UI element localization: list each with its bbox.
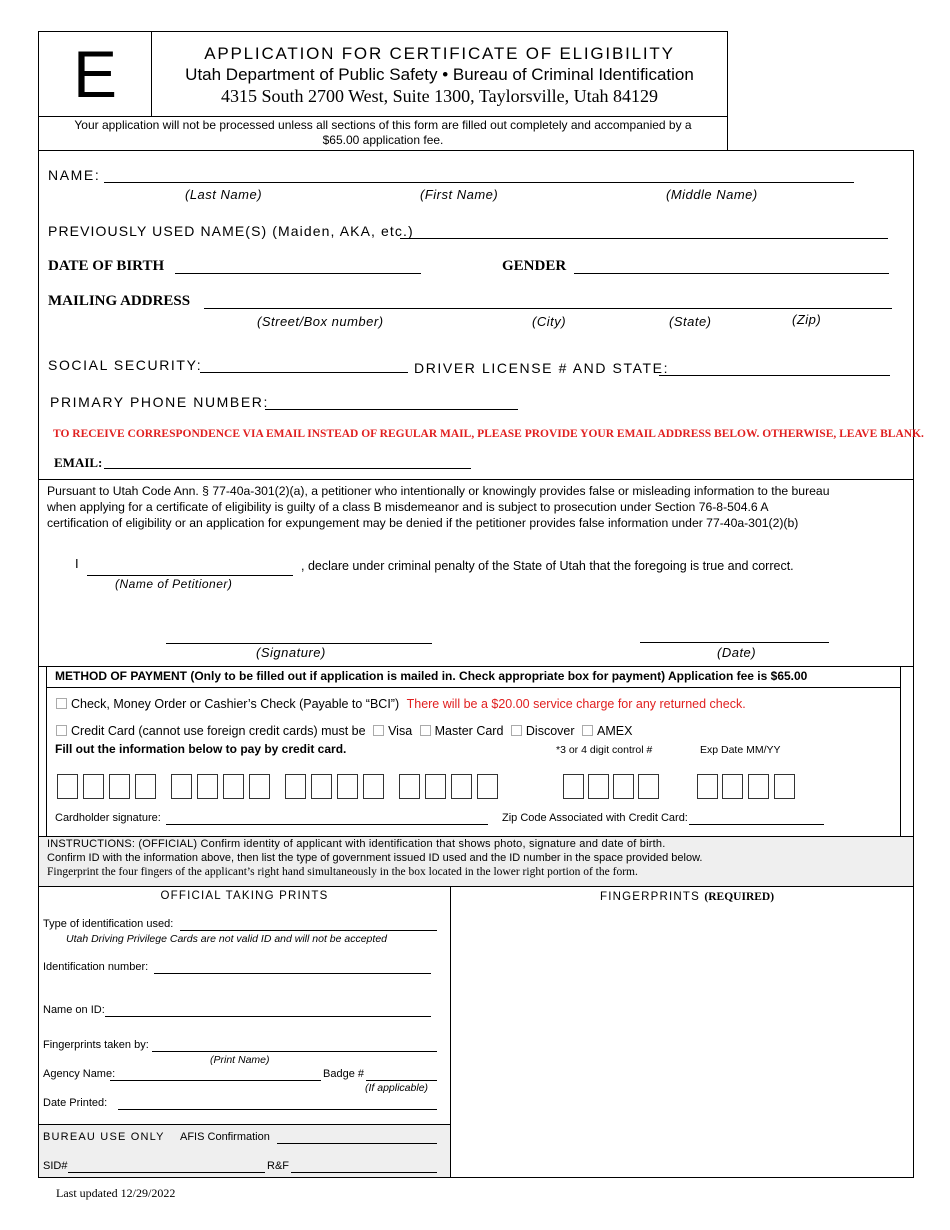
street-caption: (Street/Box number) xyxy=(257,314,384,329)
declaration-i: I xyxy=(75,556,79,571)
rf-label: R&F xyxy=(267,1160,289,1172)
visa-label: Visa xyxy=(388,724,413,738)
name-on-id-field[interactable] xyxy=(105,1016,431,1017)
official-header: OFFICIAL TAKING PRINTS xyxy=(160,890,329,902)
control-digit-4[interactable] xyxy=(638,774,659,799)
exp-digit-1[interactable] xyxy=(697,774,718,799)
agency-name-field[interactable] xyxy=(110,1080,321,1081)
card-zip-field[interactable] xyxy=(689,824,824,825)
ssn-field[interactable] xyxy=(200,372,408,373)
instructions-line-3: Fingerprint the four fingers of the applicant’s right hand simultaneously in the box located in the lower right portion of the form. xyxy=(47,866,638,878)
form-title: APPLICATION FOR CERTIFICATE OF ELIGIBILITY xyxy=(204,44,675,63)
card-digit-8[interactable] xyxy=(249,774,270,799)
check-option xyxy=(56,697,746,711)
last-updated: Last updated 12/29/2022 xyxy=(56,1186,176,1200)
mailing-address-field[interactable] xyxy=(204,308,892,309)
exp-date-label: Exp Date MM/YY xyxy=(700,744,781,756)
card-digit-6[interactable] xyxy=(197,774,218,799)
id-warning: Utah Driving Privilege Cards are not valid ID and will not be accepted xyxy=(66,933,387,945)
card-digit-13[interactable] xyxy=(399,774,420,799)
card-digit-14[interactable] xyxy=(425,774,446,799)
city-caption: (City) xyxy=(532,314,567,329)
card-digit-2[interactable] xyxy=(83,774,104,799)
payment-header: METHOD OF PAYMENT (Only to be filled out if application is mailed in. Check appropriate box for payment) Application fee is $65.00 xyxy=(55,669,808,683)
statute-line-2: when applying for a certificate of eligibility is guilty of a class B misdemeanor and is subject to prosecution under Section 76-8-504.6 A xyxy=(47,500,769,514)
exp-digit-3[interactable] xyxy=(748,774,769,799)
card-digit-5[interactable] xyxy=(171,774,192,799)
card-digit-12[interactable] xyxy=(363,774,384,799)
credit-option-checkbox[interactable] xyxy=(56,725,67,736)
fingerprints-header-label: FINGERPRINTS xyxy=(600,891,701,903)
last-name-caption: (Last Name) xyxy=(185,187,263,202)
card-digit-10[interactable] xyxy=(311,774,332,799)
phone-label: PRIMARY PHONE NUMBER: xyxy=(50,394,270,410)
check-option-checkbox[interactable] xyxy=(56,698,67,709)
statute-line-1: Pursuant to Utah Code Ann. § 77-40a-301(2)(a), a petitioner who intentionally or knowingly provides false or misleading information to the bureau xyxy=(47,484,830,498)
ssn-label: SOCIAL SECURITY: xyxy=(48,357,203,373)
exp-digit-4[interactable] xyxy=(774,774,795,799)
petitioner-caption: (Name of Petitioner) xyxy=(115,577,233,591)
declaration-text: , declare under criminal penalty of the State of Utah that the foregoing is true and correct. xyxy=(301,559,794,573)
dob-field[interactable] xyxy=(175,273,421,274)
fingerprints-header xyxy=(600,891,774,903)
credit-option xyxy=(56,724,632,738)
card-digit-9[interactable] xyxy=(285,774,306,799)
email-field[interactable] xyxy=(104,468,471,469)
card-digit-3[interactable] xyxy=(109,774,130,799)
if-applicable-caption: (If applicable) xyxy=(365,1082,429,1094)
control-digit-3[interactable] xyxy=(613,774,634,799)
discover-checkbox[interactable] xyxy=(511,725,522,736)
prev-names-field[interactable] xyxy=(400,238,888,239)
id-number-label: Identification number: xyxy=(43,961,149,973)
card-digit-15[interactable] xyxy=(451,774,472,799)
zip-caption: (Zip) xyxy=(792,312,822,327)
amex-label: AMEX xyxy=(597,724,633,738)
date-caption: (Date) xyxy=(717,645,757,660)
phone-field[interactable] xyxy=(265,409,518,410)
discover-label: Discover xyxy=(525,724,575,738)
signature-caption: (Signature) xyxy=(256,645,326,660)
dob-label: DATE OF BIRTH xyxy=(48,258,165,274)
cardholder-signature-label: Cardholder signature: xyxy=(55,812,161,824)
badge-field[interactable] xyxy=(366,1080,437,1081)
control-digit-1[interactable] xyxy=(563,774,584,799)
driver-license-label: DRIVER LICENSE # AND STATE: xyxy=(414,360,670,376)
mastercard-label: Master Card xyxy=(434,724,504,738)
driver-license-field[interactable] xyxy=(659,375,890,376)
check-option-label: Check, Money Order or Cashier’s Check (Payable to “BCI”) xyxy=(71,697,400,711)
date-field[interactable] xyxy=(640,642,829,643)
state-caption: (State) xyxy=(669,314,712,329)
sid-label: SID# xyxy=(43,1160,68,1172)
id-type-label: Type of identification used: xyxy=(43,918,174,930)
fingerprints-required: (REQUIRED) xyxy=(704,891,775,903)
card-zip-label: Zip Code Associated with Credit Card: xyxy=(502,812,688,824)
date-printed-label: Date Printed: xyxy=(43,1097,108,1109)
taken-by-field[interactable] xyxy=(152,1051,437,1052)
control-digit-2[interactable] xyxy=(588,774,609,799)
amex-checkbox[interactable] xyxy=(582,725,593,736)
afis-label: AFIS Confirmation xyxy=(180,1131,270,1143)
cardholder-signature-field[interactable] xyxy=(166,824,488,825)
signature-field[interactable] xyxy=(166,643,432,644)
agency-name: Utah Department of Public Safety • Bureau of Criminal Identification xyxy=(185,65,694,84)
card-digit-11[interactable] xyxy=(337,774,358,799)
card-digit-1[interactable] xyxy=(57,774,78,799)
credit-card-note: Fill out the information below to pay by credit card. xyxy=(55,742,347,756)
application-notice: Your application will not be processed unless all sections of this form are filled out completely and accompanied by a $65.00 application fee. xyxy=(74,118,692,147)
statute-line-3: certification of eligibility or an application for expungement may be denied if the petitioner provides false information under 77-40a-301(2)(b) xyxy=(47,516,799,530)
taken-by-label: Fingerprints taken by: xyxy=(43,1039,149,1051)
fingerprints-box[interactable] xyxy=(450,886,914,1178)
instructions-line-2: Confirm ID with the information above, then list the type of government issued ID used and the ID number in the space provided below. xyxy=(47,852,703,864)
id-type-field[interactable] xyxy=(180,930,437,931)
email-notice: TO RECEIVE CORRESPONDENCE VIA EMAIL INSTEAD OF REGULAR MAIL, PLEASE PROVIDE YOUR EMAIL ADDRESS BELOW. OTHERWISE, LEAVE BLANK. xyxy=(53,428,924,440)
first-name-caption: (First Name) xyxy=(420,187,499,202)
instructions-line-1: INSTRUCTIONS: (OFFICIAL) Confirm identity of applicant with identification that shows photo, signature and date of birth. xyxy=(47,838,666,850)
badge-label: Badge # xyxy=(323,1068,364,1080)
form-letter: E xyxy=(72,37,118,111)
card-digit-16[interactable] xyxy=(477,774,498,799)
print-name-caption: (Print Name) xyxy=(210,1054,270,1066)
credit-option-label: Credit Card (cannot use foreign credit cards) must be xyxy=(71,724,366,738)
agency-name-label: Agency Name: xyxy=(43,1068,116,1080)
name-on-id-label: Name on ID: xyxy=(43,1004,105,1016)
control-number-label: *3 or 4 digit control # xyxy=(556,744,653,756)
afis-field[interactable] xyxy=(277,1143,437,1144)
gender-label: GENDER xyxy=(502,258,567,274)
name-field[interactable] xyxy=(104,182,854,183)
returned-check-note: There will be a $20.00 service charge for any returned check. xyxy=(406,697,746,711)
petitioner-name-field[interactable] xyxy=(87,575,293,576)
gender-field[interactable] xyxy=(574,273,889,274)
card-digit-4[interactable] xyxy=(135,774,156,799)
name-label: NAME: xyxy=(48,167,101,183)
mailing-address-label: MAILING ADDRESS xyxy=(48,293,191,309)
date-printed-field[interactable] xyxy=(118,1109,437,1110)
middle-name-caption: (Middle Name) xyxy=(666,187,758,202)
mastercard-checkbox[interactable] xyxy=(420,725,431,736)
id-number-field[interactable] xyxy=(154,973,431,974)
agency-address: 4315 South 2700 West, Suite 1300, Taylorsville, Utah 84129 xyxy=(220,86,659,106)
prev-names-label: PREVIOUSLY USED NAME(S) (Maiden, AKA, etc.) xyxy=(48,223,414,239)
sid-field[interactable] xyxy=(68,1172,265,1173)
bureau-use-label: BUREAU USE ONLY xyxy=(43,1131,165,1143)
visa-checkbox[interactable] xyxy=(373,725,384,736)
exp-digit-2[interactable] xyxy=(722,774,743,799)
email-label: EMAIL: xyxy=(54,455,103,470)
rf-field[interactable] xyxy=(291,1172,437,1173)
card-digit-7[interactable] xyxy=(223,774,244,799)
